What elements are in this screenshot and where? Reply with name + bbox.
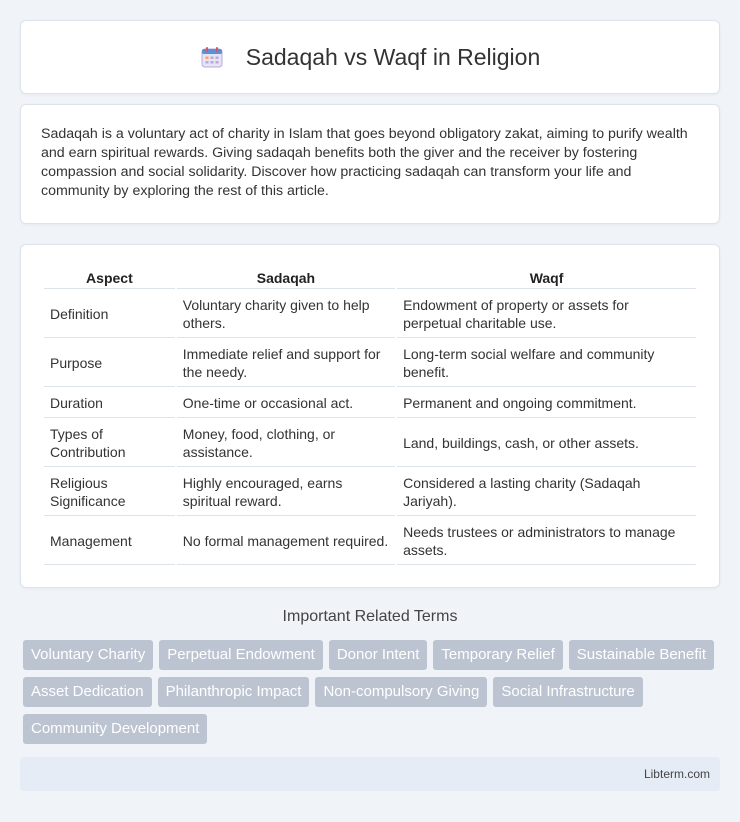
footer-site-link[interactable]: Libterm.com: [643, 767, 710, 781]
table-row: [44, 420, 696, 467]
tag[interactable]: Social Infrastructure: [493, 677, 642, 707]
tag[interactable]: Philanthropic Impact: [158, 677, 310, 707]
related-terms-tags: [23, 640, 723, 744]
table-row: [44, 469, 696, 516]
row-aspect: Purpose: [44, 340, 175, 387]
row-waqf: Considered a lasting charity (Sadaqah Jariyah).: [397, 469, 696, 516]
tag[interactable]: Voluntary Charity: [23, 640, 153, 670]
table-row: [44, 340, 696, 387]
row-aspect: Duration: [44, 389, 175, 418]
row-waqf: Needs trustees or administrators to manage assets.: [397, 518, 696, 565]
row-sadaqah: No formal management required.: [177, 518, 395, 565]
row-aspect: Types of Contribution: [44, 420, 175, 467]
table-row: [44, 518, 696, 565]
tag[interactable]: Sustainable Benefit: [569, 640, 714, 670]
row-sadaqah: Immediate relief and support for the needy.: [177, 340, 395, 387]
intro-card: [20, 104, 720, 224]
row-waqf: Long-term social welfare and community benefit.: [397, 340, 696, 387]
row-sadaqah: Voluntary charity given to help others.: [177, 291, 395, 338]
header-sadaqah: Sadaqah: [177, 267, 395, 289]
header-card: [20, 20, 720, 94]
tag[interactable]: Asset Dedication: [23, 677, 152, 707]
table-row: [44, 291, 696, 338]
row-sadaqah: Highly encouraged, earns spiritual reward.: [177, 469, 395, 516]
calendar-icon: [200, 45, 224, 69]
tag[interactable]: Non-compulsory Giving: [315, 677, 487, 707]
intro-text: Sadaqah is a voluntary act of charity in Islam that goes beyond obligatory zakat, aiming to purify wealth and earn spiritual rewards. Giving sadaqah benefits both the giver and the receiver by fostering compassion and social solidarity. Discover how practicing sadaqah can transform your life and community by exploring the rest of this article.: [41, 126, 688, 199]
table-row: [44, 389, 696, 418]
tag[interactable]: Community Development: [23, 714, 207, 744]
row-sadaqah: Money, food, clothing, or assistance.: [177, 420, 395, 467]
tag[interactable]: Donor Intent: [329, 640, 428, 670]
comparison-table: [42, 265, 698, 567]
header-aspect: Aspect: [44, 267, 175, 289]
page-title: Sadaqah vs Waqf in Religion: [245, 43, 541, 70]
row-aspect: Religious Significance: [44, 469, 175, 516]
header: [200, 44, 541, 71]
footer: [20, 757, 720, 791]
row-waqf: Permanent and ongoing commitment.: [397, 389, 696, 418]
related-terms-title: Important Related Terms: [282, 608, 458, 625]
row-waqf: Endowment of property or assets for perpetual charitable use.: [397, 291, 696, 338]
table-header-row: [44, 267, 696, 289]
row-aspect: Definition: [44, 291, 175, 338]
row-aspect: Management: [44, 518, 175, 565]
row-waqf: Land, buildings, cash, or other assets.: [397, 420, 696, 467]
header-waqf: Waqf: [397, 267, 696, 289]
tag[interactable]: Perpetual Endowment: [159, 640, 323, 670]
row-sadaqah: One-time or occasional act.: [177, 389, 395, 418]
comparison-table-card: [20, 244, 720, 588]
tag[interactable]: Temporary Relief: [433, 640, 562, 670]
